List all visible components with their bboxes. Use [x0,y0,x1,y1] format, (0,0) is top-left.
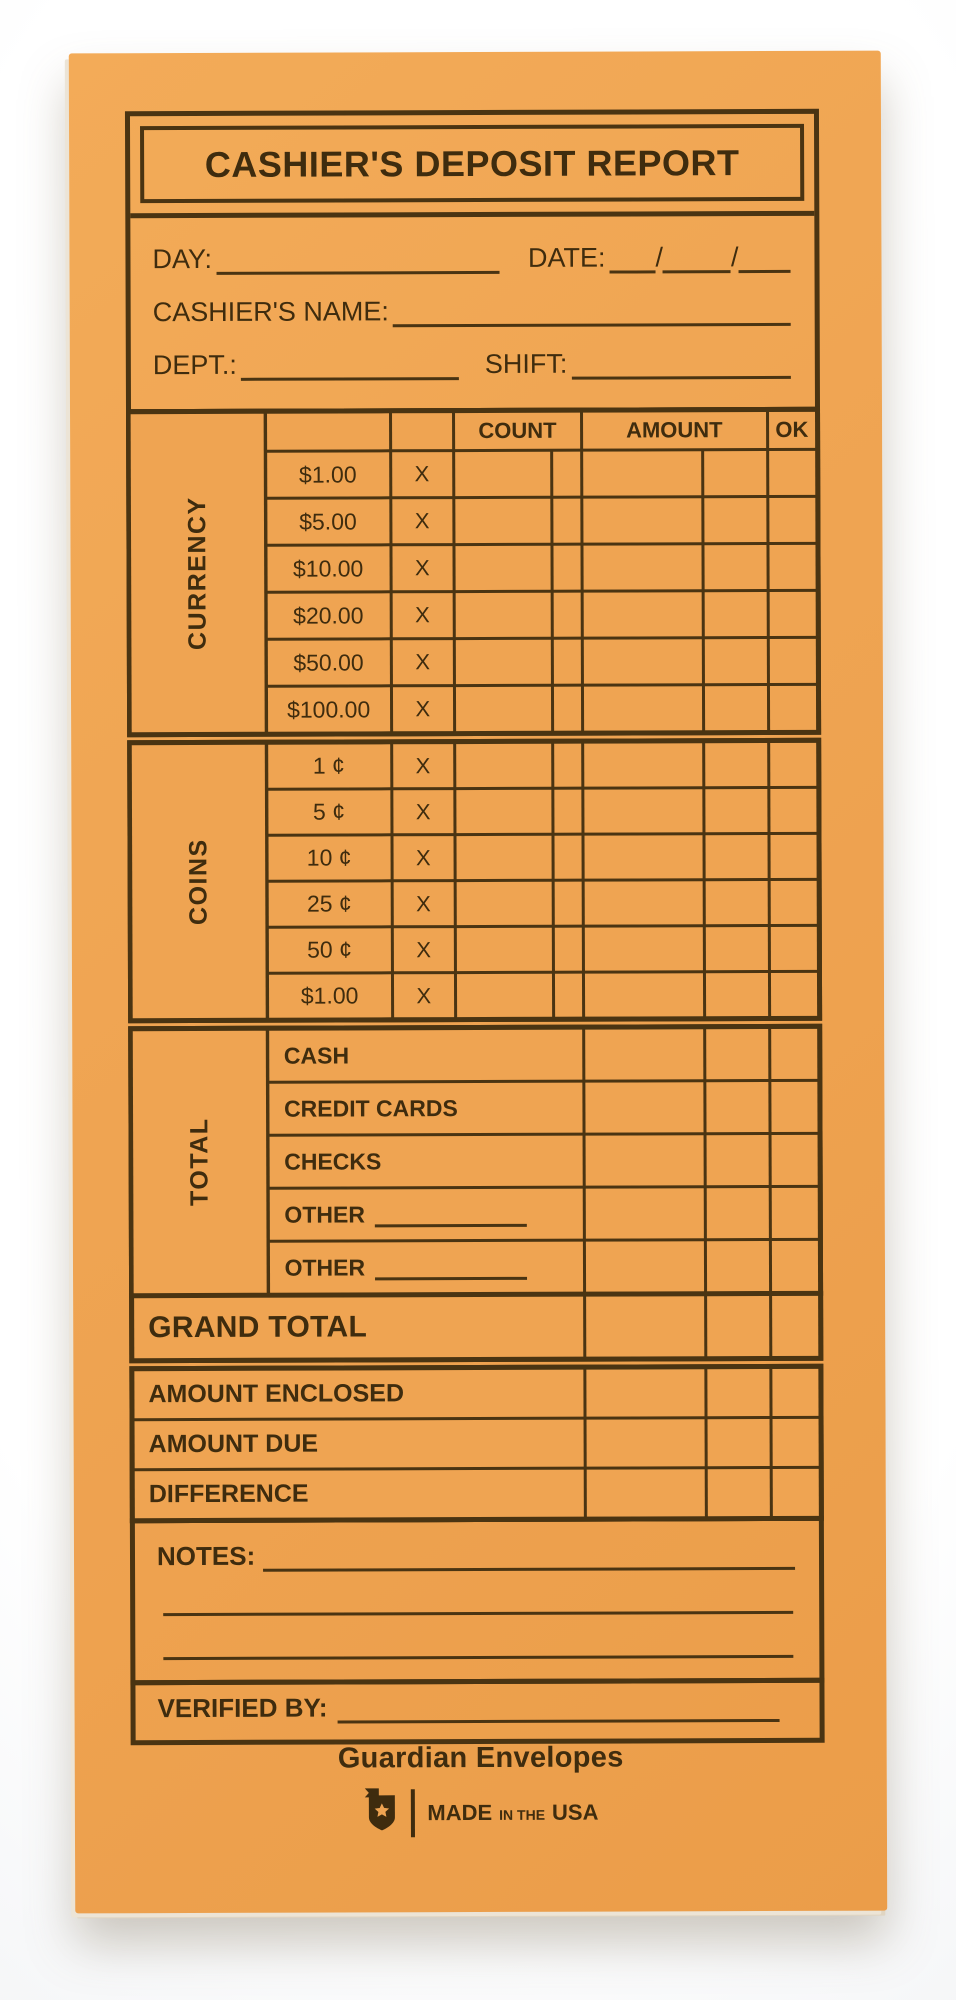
amount-cents-cell [705,592,767,636]
amount-header: AMOUNT [583,412,766,449]
amount-cell [584,789,702,832]
ok-cell [771,1135,818,1185]
deposit-envelope [69,51,887,1914]
ok-cell [769,451,816,495]
summary-section [129,1364,824,1523]
currency-section-label: CURRENCY [131,414,265,732]
coins-section [127,738,822,1023]
notes-line [263,1540,795,1572]
amount-cell [586,1296,704,1356]
multiplier-cell: X [392,546,452,590]
amount-cell [584,743,702,786]
amount-cents-cell [706,1029,768,1079]
amount-cell [583,545,701,589]
day-date-row [152,242,790,275]
amount-cents-cell [707,1241,769,1291]
denomination-cell: $20.00 [267,593,389,637]
verified-by-line [337,1692,779,1724]
made-in-usa-text [427,1799,598,1826]
denomination-cell: $1.00 [269,974,391,1017]
amount-cents-cell [706,927,768,970]
count-cell [456,593,551,637]
total-section-label: TOTAL [133,1031,267,1293]
date-slash: / [730,242,739,273]
multiplier-cell: X [393,790,453,833]
date-label: DATE: [527,242,606,273]
form-title: CASHIER'S DEPOSIT REPORT [204,142,740,185]
count-cell [456,790,551,833]
count-cell [457,928,552,971]
denomination-cell: $100.00 [268,687,390,731]
multiplier-cell: X [392,452,452,496]
amount-cents-cell [707,1419,769,1466]
date-line-day [663,243,731,273]
day-label: DAY: [152,243,213,275]
denomination-cell: $10.00 [267,546,389,590]
amount-cents-cell [705,835,767,878]
amount-cell [585,1029,703,1079]
count-cents-cell [554,882,581,925]
multiplier-cell: X [393,928,453,971]
count-cell [456,687,551,731]
amount-cell [583,498,701,542]
multiplier-cell: X [392,593,452,637]
summary-row-label: AMOUNT ENCLOSED [134,1370,583,1419]
day-line [216,244,500,275]
amount-cents-cell [706,1082,768,1132]
notes-section [130,1516,825,1685]
count-cents-cell [553,452,580,496]
amount-cents-cell [707,1369,769,1416]
amount-cents-cell [705,789,767,832]
total-row-label [269,1136,582,1187]
amount-cell [586,1241,704,1291]
total-row-text: CHECKS [284,1147,382,1175]
ok-cell [769,592,816,636]
summary-row-label: AMOUNT DUE [135,1420,584,1469]
amount-cents-cell [706,1135,768,1185]
dept-label: DEPT.: [152,349,237,381]
currency-section [126,407,821,737]
ok-cell [772,1419,819,1466]
count-cell [455,546,550,590]
amount-cents-cell [707,1296,769,1356]
date-line-year [738,243,790,273]
divider-bar [411,1789,415,1837]
amount-cell [584,592,702,636]
count-cell [455,499,550,543]
multiplier-cell: X [392,499,452,543]
count-cents-cell [554,836,581,879]
coins-section-label: COINS [132,745,266,1018]
dept-shift-row [153,348,791,381]
dept-line [241,350,459,381]
other-fill-line [375,1254,527,1281]
grand-total-label: GRAND TOTAL [134,1297,583,1359]
amount-cell [586,1419,704,1466]
ok-cell [772,1369,819,1416]
denomination-cell: 10 ¢ [268,836,390,879]
amount-cell [586,1188,704,1238]
ok-cell [771,1082,818,1132]
form-header-box [125,109,820,414]
title-bar [140,124,804,203]
count-cents-cell [554,790,581,833]
amount-cents-cell [705,686,767,730]
notes-label: NOTES: [156,1540,256,1572]
deposit-form [125,109,825,1745]
multiplier-cell: X [393,836,453,879]
ok-cell [770,743,817,786]
denomination-cell: 50 ¢ [268,928,390,971]
ok-cell [770,789,817,832]
amount-cents-cell [708,1469,770,1516]
amount-cents-cell [705,743,767,786]
brand-name: Guardian Envelopes [337,1741,624,1775]
ok-cell [770,686,817,730]
denomination-cell: 25 ¢ [268,882,390,925]
ok-cell [769,498,816,542]
header-denom-cell [267,413,389,449]
multiplier-cell: X [393,687,453,731]
amount-cents-cell [706,881,768,924]
count-cell [456,836,551,879]
usa-word: USA [551,1799,599,1825]
denomination-cell: $5.00 [267,499,389,543]
amount-cell [585,881,703,924]
denomination-cell: $1.00 [267,452,389,496]
ok-cell [772,1296,819,1356]
total-row-text: CREDIT CARDS [283,1094,458,1122]
cashier-name-row [153,295,791,328]
amount-cents-cell [704,545,766,589]
shift-label: SHIFT: [484,348,568,379]
notes-line [163,1570,793,1616]
count-cell [457,882,552,925]
guardian-shield-icon [363,1787,399,1838]
amount-cents-cell [707,1188,769,1238]
ok-cell [769,545,816,589]
count-cents-cell [554,687,581,731]
count-cell [455,452,550,496]
date-slash: / [655,242,664,273]
amount-cell [586,1369,704,1416]
multiplier-cell: X [392,640,452,684]
ok-cell [769,639,816,683]
denomination-cell: 1 ¢ [268,744,390,787]
cashier-name-line [393,296,791,327]
total-row-label [270,1242,583,1293]
amount-cell [583,451,701,495]
count-cell [456,640,551,684]
amount-cents-cell [704,498,766,542]
cashier-name-label: CASHIER'S NAME: [152,296,389,328]
amount-cell [584,835,702,878]
count-cents-cell [553,499,580,543]
ok-cell [771,1188,818,1238]
denomination-cell: $50.00 [267,640,389,684]
multiplier-cell: X [393,744,453,787]
count-cents-cell [555,928,582,971]
ok-cell [770,835,817,878]
amount-cell [585,1135,703,1185]
made-word: MADE [427,1799,493,1825]
total-row-label [269,1030,582,1081]
ok-cell [771,1241,818,1291]
header-x-cell [392,413,452,449]
ok-cell [771,973,818,1016]
total-section [128,1024,823,1298]
total-row-text: OTHER [284,1200,365,1228]
info-section [130,216,815,409]
verified-section [130,1678,824,1745]
amount-cents-cell [705,639,767,683]
title-row [130,114,814,218]
amount-cell [585,927,703,970]
amount-cents-cell [706,973,768,1016]
ok-cell [770,927,817,970]
count-cents-cell [553,546,580,590]
count-cents-cell [554,744,581,787]
amount-cell [584,639,702,683]
amount-cell [584,686,702,730]
multiplier-cell: X [393,882,453,925]
total-row-label [269,1083,582,1134]
grand-total-section [129,1291,823,1363]
other-fill-line [375,1201,527,1228]
ok-header: OK [769,412,816,448]
amount-cell [587,1469,705,1516]
count-cents-cell [554,640,581,684]
total-row-text: CASH [283,1041,350,1069]
count-cell [456,744,551,787]
shift-line [571,349,791,380]
ok-cell [771,1029,818,1079]
count-cents-cell [553,593,580,637]
amount-cents-cell [704,451,766,495]
footer-branding [75,1741,887,1840]
count-header: COUNT [455,413,580,449]
amount-cell [585,1082,703,1132]
total-row-label [269,1189,582,1240]
count-cell [457,974,552,1017]
verified-by-label: VERIFIED BY: [157,1692,328,1724]
multiplier-cell: X [394,974,454,1017]
ok-cell [772,1469,819,1516]
count-cents-cell [555,974,582,1017]
in-the-word: IN THE [499,1806,546,1823]
summary-row-label: DIFFERENCE [135,1470,584,1519]
date-line-month [609,243,655,273]
total-row-text: OTHER [284,1253,366,1281]
denomination-cell: 5 ¢ [268,790,390,833]
amount-cell [585,973,703,1016]
ok-cell [770,881,817,924]
notes-line [163,1614,793,1660]
